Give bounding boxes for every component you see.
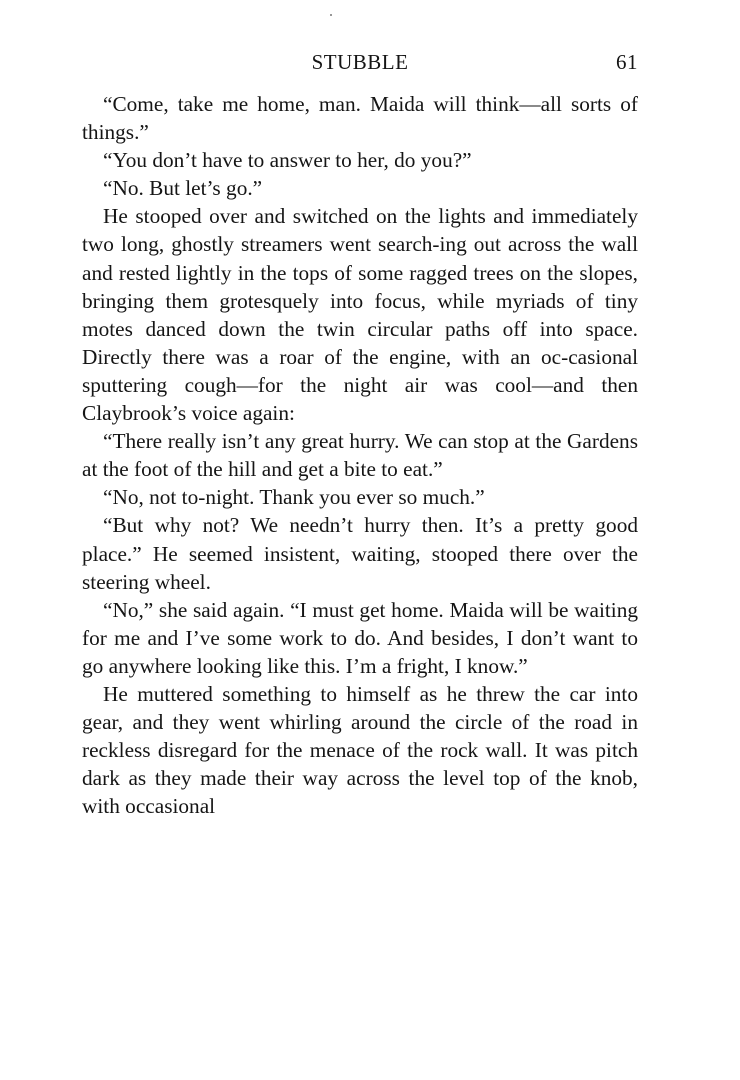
paragraph: “No. But let’s go.” <box>103 176 263 201</box>
paragraph: He stooped over and switched on the lights and immediately two long, ghostly streamers went search-ing out across the wall and rested lightly in the tops of some ragged trees on the slopes, bringing them grotesquely into focus, while myriads of tiny motes danced down the twin circular paths off into space. Directly there was a roar of the engine, with an oc-casional sputtering cough—for the night air was cool—and then Claybrook’s voice again: <box>82 204 638 426</box>
paragraph: “But why not? We needn’t hurry then. It’s a pretty good place.” He seemed insistent, waiting, stooped there over the steering wheel. <box>82 513 638 594</box>
paragraph: “No,” she said again. “I must get home. Maida will be waiting for me and I’ve some work to do. And besides, I don’t want to go anywhere looking like this. I’m a fright, I know.” <box>82 597 638 678</box>
running-head <box>82 50 638 76</box>
scan-speck <box>330 14 332 16</box>
paragraph: “No, not to-night. Thank you ever so much.” <box>103 485 485 510</box>
paragraph: “There really isn’t any great hurry. We can stop at the Gardens at the foot of the hill and get a bite to eat.” <box>82 429 638 482</box>
page-number: 61 <box>616 50 638 74</box>
paragraph: “You don’t have to answer to her, do you?” <box>103 148 472 173</box>
paragraph: “Come, take me home, man. Maida will think—all sorts of things.” <box>82 92 638 145</box>
body-text <box>82 90 638 820</box>
paragraph: He muttered something to himself as he threw the car into gear, and they went whirling around the circle of the road in reckless disregard for the menace of the rock wall. It was pitch dark as they made their way across the level top of the knob, with occasional <box>82 681 638 819</box>
running-head-title: STUBBLE <box>311 50 409 74</box>
